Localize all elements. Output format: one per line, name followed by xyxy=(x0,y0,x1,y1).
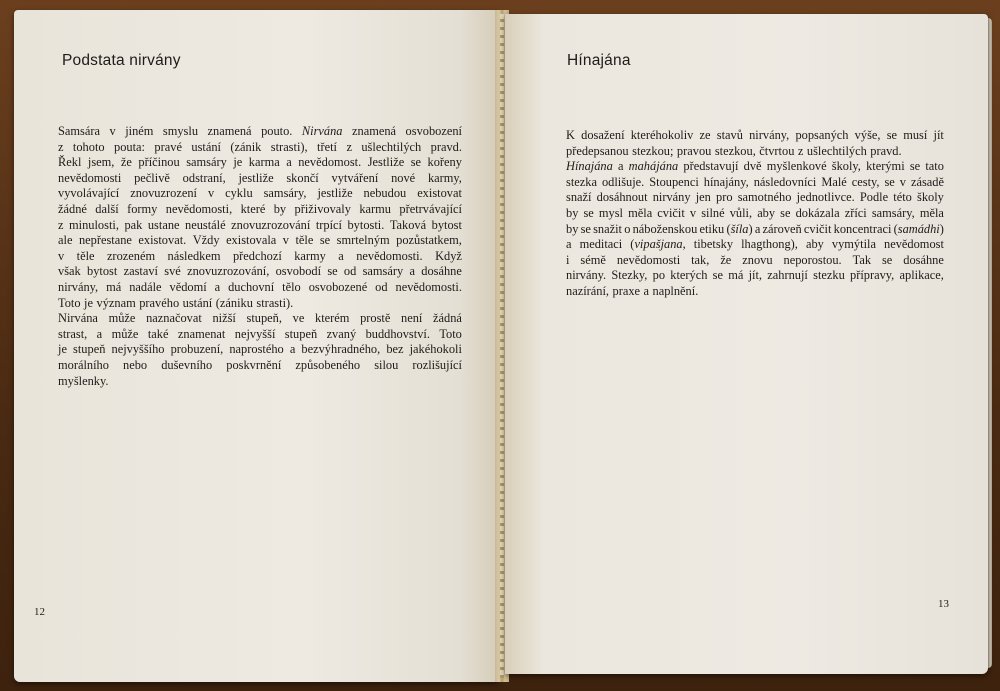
word: způsobeného xyxy=(295,357,361,372)
word: je xyxy=(58,342,67,357)
word: formy xyxy=(127,201,158,216)
word: cvičit xyxy=(803,221,832,236)
word: buddhovství. xyxy=(365,326,430,341)
word: snažit xyxy=(593,221,622,236)
word: koncentraci xyxy=(833,221,892,236)
word: nevědomosti xyxy=(616,252,681,267)
word: smyslu xyxy=(162,124,199,138)
word: v xyxy=(689,205,697,220)
word: v xyxy=(899,174,906,189)
word: tohoto xyxy=(72,139,105,154)
word: stupeň xyxy=(73,342,106,357)
word: se xyxy=(909,159,921,174)
word: je xyxy=(233,155,243,170)
word: Řekl xyxy=(58,155,82,170)
word: se xyxy=(410,155,422,170)
word: přetrvávající xyxy=(399,201,462,216)
word: pouta: xyxy=(114,139,145,154)
word: probuzení, xyxy=(170,342,224,357)
word: pravd. xyxy=(870,143,902,158)
word: by xyxy=(273,201,287,216)
word: (zániku xyxy=(215,295,253,310)
word: nevědomosti. xyxy=(356,248,423,263)
word: v xyxy=(207,186,215,201)
word: tělo xyxy=(282,279,301,294)
word: stupeň xyxy=(284,326,318,341)
word: (samádhi) xyxy=(893,221,944,236)
word: nevědomost xyxy=(884,237,944,252)
word: K xyxy=(566,128,575,142)
word: bytosti. xyxy=(347,217,385,232)
word: existovat xyxy=(417,186,462,201)
word: nirvány. xyxy=(566,268,607,283)
word: jestliže xyxy=(238,170,274,185)
word: Jestliže xyxy=(367,155,405,170)
left-page-body xyxy=(58,124,462,389)
right-text-line xyxy=(566,237,944,253)
word: neustálé xyxy=(185,217,226,232)
right-text-line xyxy=(566,175,944,191)
word: zároveň xyxy=(762,221,802,236)
word: cyklu xyxy=(225,186,253,201)
word: pak xyxy=(124,217,143,232)
word: nevědomosti, xyxy=(165,201,233,216)
word: samsáry xyxy=(186,155,227,170)
word: se xyxy=(886,128,898,142)
right-text-line xyxy=(566,253,944,269)
word: bytost xyxy=(87,264,118,279)
word: stezkou; xyxy=(632,143,674,158)
left-text-line xyxy=(58,264,462,280)
word: Stezky, xyxy=(611,268,648,283)
word: trpící xyxy=(315,217,342,232)
word: následovníci xyxy=(753,174,817,189)
word: aby xyxy=(757,205,776,220)
word: stezku xyxy=(813,268,845,283)
word: zrozeném xyxy=(106,248,156,263)
word: lhagthong), xyxy=(741,237,798,252)
word: osvobozené xyxy=(308,279,368,294)
word: Toto xyxy=(58,295,81,310)
word: žádná xyxy=(433,311,462,326)
word: pečlivě xyxy=(134,170,170,185)
word: význam xyxy=(96,295,136,310)
word: kořeny xyxy=(427,155,462,170)
word: žádné xyxy=(58,201,87,216)
word: stezkou, xyxy=(714,143,756,158)
word: vymýtila xyxy=(831,237,876,252)
left-text-line xyxy=(58,280,462,296)
word: skončí xyxy=(286,170,319,185)
word: kteréhokoliv xyxy=(630,128,694,142)
left-text-line xyxy=(58,218,462,234)
right-page-number: 13 xyxy=(938,598,949,610)
word: není xyxy=(401,311,423,326)
left-text-line xyxy=(58,140,462,156)
word: rozlišující xyxy=(412,357,462,372)
word: znamená xyxy=(352,124,397,138)
word: dosáhne xyxy=(903,252,944,267)
word: pravou xyxy=(676,143,712,158)
word: jsem, xyxy=(87,155,115,170)
word: ustání xyxy=(182,295,213,310)
word: Samsára xyxy=(58,124,100,138)
word: Tak xyxy=(852,252,872,267)
word: těle xyxy=(76,248,95,263)
word: měla xyxy=(919,205,944,220)
word: existovat. xyxy=(138,233,187,248)
word: pravého xyxy=(139,295,180,310)
word: však xyxy=(58,264,81,279)
word: které xyxy=(240,201,266,216)
word: nirvány, xyxy=(749,128,790,142)
word: v xyxy=(282,233,289,248)
word: příčinou xyxy=(138,155,180,170)
word: strasti), xyxy=(270,139,308,154)
word: bezvýhradného, xyxy=(301,342,381,357)
word: dokázala xyxy=(795,205,840,220)
word: těle xyxy=(295,233,314,248)
word: Nirvána xyxy=(58,311,98,326)
left-text-line xyxy=(58,311,462,327)
word: od xyxy=(375,279,388,294)
word: nové xyxy=(391,170,416,185)
left-page xyxy=(14,10,498,682)
word: karmy xyxy=(294,248,326,263)
word: po xyxy=(652,268,666,283)
word: cesty, xyxy=(851,174,880,189)
word: také xyxy=(147,326,169,341)
word: má xyxy=(106,279,122,294)
word: mahájána xyxy=(628,159,679,174)
word: zásadě xyxy=(910,174,944,189)
word: a xyxy=(289,342,296,357)
word: z xyxy=(58,139,64,154)
word: kterém xyxy=(315,311,350,326)
word: morálního xyxy=(58,357,109,372)
left-text-line xyxy=(58,233,462,249)
word: existovala xyxy=(226,233,277,248)
word: by xyxy=(566,205,579,220)
word: kterými xyxy=(866,159,905,174)
word: následkem xyxy=(167,248,221,263)
word: praxe xyxy=(612,283,641,298)
word: a xyxy=(338,248,344,263)
word: nirvány, xyxy=(58,279,99,294)
word: jiném xyxy=(125,124,154,138)
word: se xyxy=(884,174,895,189)
word: školy xyxy=(917,190,944,205)
word: silou xyxy=(374,357,399,372)
word: smrtelným xyxy=(336,233,390,248)
word: přiživovaly xyxy=(294,201,351,216)
word: tato xyxy=(925,159,944,174)
word: nepřestane xyxy=(78,233,132,248)
word: bez xyxy=(386,342,404,357)
word: nirvány xyxy=(652,190,691,205)
word: může xyxy=(108,311,136,326)
word: měla xyxy=(628,205,653,220)
word: ustane xyxy=(147,217,180,232)
right-page-body xyxy=(566,128,944,300)
word: stupeň, xyxy=(246,311,282,326)
word: a xyxy=(617,159,624,174)
word: předchozí xyxy=(232,248,282,263)
word: znovuzrozování, xyxy=(187,264,270,279)
word: se xyxy=(712,268,723,283)
word: ušlechtilých xyxy=(806,143,867,158)
word: znamená xyxy=(207,124,252,138)
word: samsáry, xyxy=(263,186,307,201)
word: odlišuje. xyxy=(601,174,645,189)
word: pouto. xyxy=(261,124,293,138)
left-text-line xyxy=(58,124,462,140)
word: silné xyxy=(701,205,725,220)
right-text-line xyxy=(566,144,944,160)
word: pravd. xyxy=(430,139,462,154)
word: náboženskou xyxy=(632,221,698,236)
left-text-line xyxy=(58,155,462,171)
word: myšlenkové xyxy=(766,159,827,174)
word: nazírání, xyxy=(566,283,609,298)
word: hínajány, xyxy=(703,174,749,189)
word: ale xyxy=(58,233,73,248)
word: myšlenky. xyxy=(58,373,109,388)
word: karmu xyxy=(359,201,391,216)
word: znamenat xyxy=(177,326,226,341)
word: Podle xyxy=(859,190,889,205)
word: má xyxy=(728,268,744,283)
word: nižší xyxy=(212,311,236,326)
word: sémě xyxy=(580,252,606,267)
word: Nirvána xyxy=(301,124,343,138)
word: školy, xyxy=(831,159,861,174)
word: i xyxy=(566,252,570,267)
word: vůli, xyxy=(729,205,753,220)
left-text-line xyxy=(58,327,462,343)
left-text-line xyxy=(58,358,462,374)
word: vědomí xyxy=(169,279,207,294)
word: duševního xyxy=(161,357,213,372)
word: musí xyxy=(903,128,928,142)
word: nevědomosti. xyxy=(395,279,462,294)
word: Hínajána xyxy=(566,159,613,174)
word: Taková xyxy=(389,217,427,232)
word: se xyxy=(580,221,591,236)
word: naprostého xyxy=(229,342,284,357)
word: prostě xyxy=(360,311,391,326)
word: pozůstatkem, xyxy=(396,233,462,248)
word: třetí xyxy=(317,139,338,154)
word: naznačovat xyxy=(146,311,202,326)
word: pro xyxy=(716,190,733,205)
word: své xyxy=(164,264,181,279)
left-text-line xyxy=(58,374,462,390)
word: ustání xyxy=(191,139,221,154)
word: strasti). xyxy=(256,295,294,310)
word: dosáhne xyxy=(421,264,462,279)
right-text-line xyxy=(566,159,944,175)
right-text-line xyxy=(566,268,944,284)
word: cvičit xyxy=(657,205,685,220)
word: karmy, xyxy=(427,170,462,185)
word: nevědomost. xyxy=(298,155,362,170)
word: a xyxy=(96,326,103,341)
word: duchovní xyxy=(228,279,275,294)
word: samotného xyxy=(737,190,792,205)
word: předepsanou xyxy=(566,143,629,158)
right-text-line xyxy=(566,128,944,144)
word: že xyxy=(720,252,732,267)
word: meditaci xyxy=(579,237,623,252)
left-page-number: 12 xyxy=(34,606,45,618)
word: aby xyxy=(805,237,824,252)
word: samsáry xyxy=(362,264,404,279)
word: jestliže xyxy=(317,186,353,201)
word: může xyxy=(111,326,139,341)
right-page-heading: Hínajána xyxy=(567,52,631,69)
word: stezka xyxy=(566,174,597,189)
left-text-line xyxy=(58,171,462,187)
word: snaží xyxy=(566,190,592,205)
word: osvobodí xyxy=(275,264,322,279)
left-text-line xyxy=(58,342,462,358)
word: neporostou. xyxy=(783,252,842,267)
word: zříci xyxy=(844,205,867,220)
word: od xyxy=(343,264,357,279)
word: nadále xyxy=(129,279,162,294)
word: o xyxy=(624,221,631,236)
word: vytváření xyxy=(331,170,379,185)
word: zahrnují xyxy=(767,268,808,283)
right-text-line xyxy=(566,284,944,300)
word: (zánik xyxy=(230,139,262,154)
word: zvaný xyxy=(326,326,357,341)
word: odstraní, xyxy=(182,170,226,185)
word: znovuzrozování xyxy=(231,217,311,232)
word: Toto xyxy=(439,326,462,341)
word: mysl xyxy=(598,205,624,220)
word: nebudou xyxy=(363,186,407,201)
word: ušlechtilých xyxy=(361,139,422,154)
word: samsáry, xyxy=(871,205,915,220)
word: (šíla) xyxy=(726,221,753,236)
word: etiku xyxy=(699,221,725,236)
word: by xyxy=(566,221,579,236)
word: jít, xyxy=(748,268,763,283)
left-text-line xyxy=(58,202,462,218)
word: zastaví xyxy=(123,264,158,279)
word: a xyxy=(286,155,292,170)
left-text-line xyxy=(58,249,462,265)
word: je xyxy=(84,295,93,310)
word: (vipašjana, xyxy=(630,237,686,252)
word: minulosti, xyxy=(69,217,119,232)
word: jen xyxy=(695,190,711,205)
word: stavů xyxy=(716,128,743,142)
left-text-line xyxy=(58,296,462,312)
word: vyvolávající xyxy=(58,186,120,201)
word: výše, xyxy=(854,128,881,142)
word: v xyxy=(109,124,116,138)
word: v xyxy=(58,248,65,263)
word: se xyxy=(583,205,594,220)
word: Stoupenci xyxy=(649,174,699,189)
word: ve xyxy=(292,311,305,326)
word: nejvyššího xyxy=(111,342,165,357)
word: naplnění. xyxy=(652,283,699,298)
word: a xyxy=(754,221,761,236)
word: tak, xyxy=(691,252,710,267)
right-page xyxy=(505,14,988,674)
word: této xyxy=(893,190,912,205)
word: Když xyxy=(435,248,462,263)
word: poskvrnění xyxy=(226,357,282,372)
word: strast, xyxy=(58,326,88,341)
word: jakéhokoli xyxy=(409,342,462,357)
word: tibetsky xyxy=(693,237,734,252)
word: čtvrtou xyxy=(759,143,795,158)
word: z xyxy=(797,143,804,158)
word: nebo xyxy=(123,357,148,372)
word: nevědomosti xyxy=(58,170,122,185)
word: nejvyšší xyxy=(234,326,276,341)
word: osvobození xyxy=(405,124,462,138)
word: dosažení xyxy=(581,128,625,142)
word: popsaných xyxy=(795,128,849,142)
word: jednotlivce. xyxy=(796,190,855,205)
left-text-line xyxy=(58,186,462,202)
word: karma xyxy=(248,155,280,170)
right-text-line xyxy=(566,222,944,238)
word: se xyxy=(327,264,338,279)
word: představují xyxy=(683,159,739,174)
word: z xyxy=(346,139,352,154)
word: a xyxy=(643,283,650,298)
word: kterých xyxy=(670,268,708,283)
word: se xyxy=(780,205,791,220)
word: ze xyxy=(699,128,711,142)
right-text-line xyxy=(566,206,944,222)
word: jít xyxy=(933,128,944,142)
word: a xyxy=(409,264,415,279)
word: aplikace, xyxy=(899,268,944,283)
right-text-line xyxy=(566,190,944,206)
word: znovu xyxy=(742,252,773,267)
word: dvě xyxy=(743,159,762,174)
word: pravé xyxy=(154,139,182,154)
word: znovuzrození xyxy=(130,186,197,201)
word: přípravy, xyxy=(850,268,895,283)
word: Vždy xyxy=(192,233,220,248)
word: bytost xyxy=(431,217,462,232)
word: a xyxy=(214,279,221,294)
word: se xyxy=(319,233,331,248)
binding-stitch xyxy=(500,14,504,678)
word: z xyxy=(58,217,64,232)
word: dosáhnout xyxy=(596,190,648,205)
word: se xyxy=(881,252,893,267)
word: další xyxy=(95,201,119,216)
left-page-heading: Podstata nirvány xyxy=(62,52,181,69)
word: že xyxy=(120,155,132,170)
word: Malé xyxy=(821,174,847,189)
word: a xyxy=(566,237,572,252)
